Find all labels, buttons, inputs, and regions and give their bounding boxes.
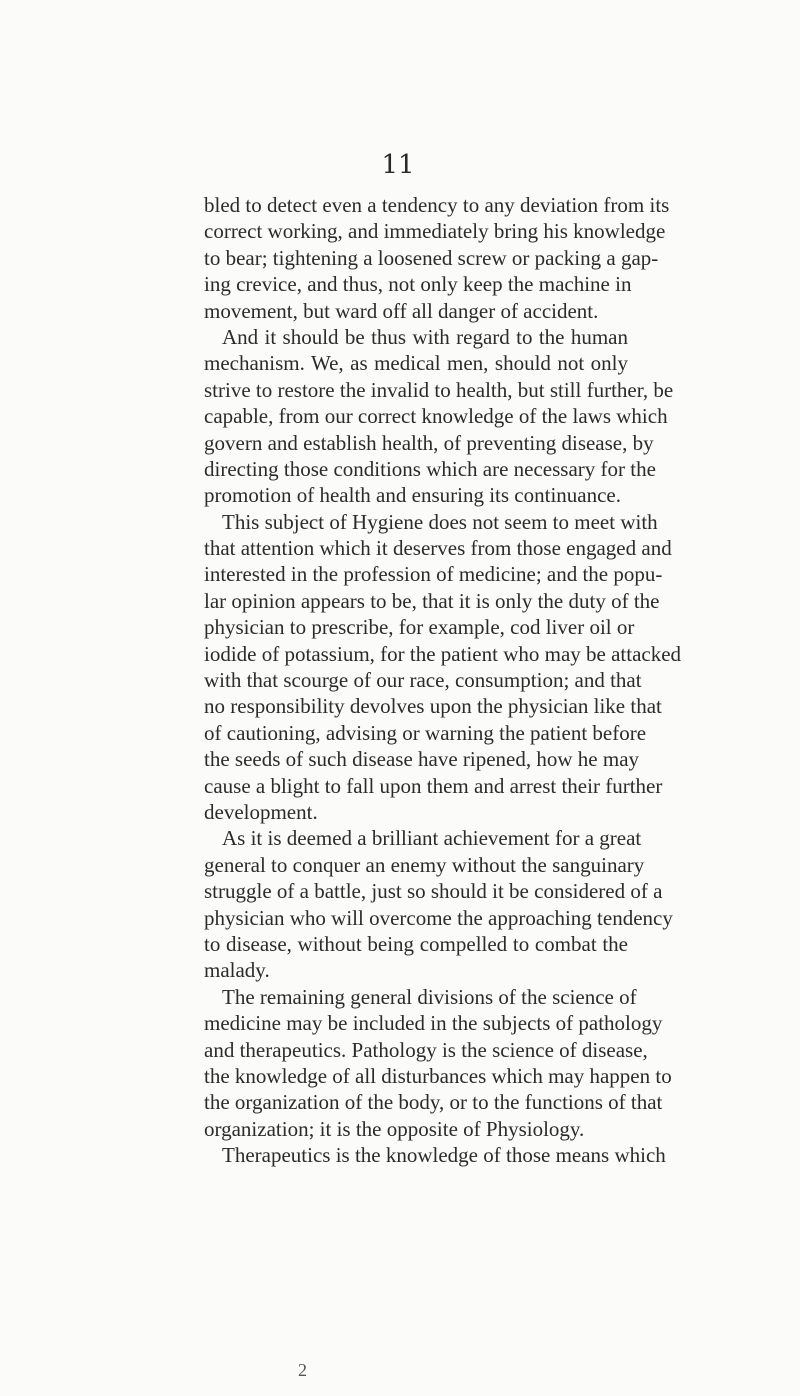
text-line: development. xyxy=(204,799,318,824)
text-line: malady. xyxy=(204,958,270,983)
page-number: 11 xyxy=(381,150,415,180)
text-line: directing those conditions which are necessary for the xyxy=(204,456,656,481)
text-line: mechanism. We, as medical men, should not only xyxy=(204,351,628,376)
text-line: ing crevice, and thus, not only keep the machine in xyxy=(204,272,632,297)
text-line: iodide of potassium, for the patient who may be attacked xyxy=(204,641,682,666)
text-line: and therapeutics. Pathology is the science of disease, xyxy=(204,1037,648,1062)
body-text xyxy=(204,192,682,1168)
text-line: medicine may be included in the subjects of pathology xyxy=(204,1011,663,1036)
text-line: the seeds of such disease have ripened, how he may xyxy=(204,747,640,772)
text-line: physician who will overcome the approaching tendency xyxy=(204,905,673,930)
text-line: This subject of Hygiene does not seem to meet with xyxy=(222,509,658,534)
text-line: general to conquer an enemy without the sanguinary xyxy=(204,852,645,877)
text-line: As it is deemed a brilliant achievement for a great xyxy=(222,826,642,851)
signature-mark: 2 xyxy=(298,1360,307,1380)
text-line: govern and establish health, of preventing disease, by xyxy=(204,430,654,455)
text-line: movement, but ward off all danger of accident. xyxy=(204,298,599,323)
text-line: interested in the profession of medicine; and the popu- xyxy=(204,562,663,587)
text-line: And it should be thus with regard to the human xyxy=(222,324,628,349)
text-line: no responsibility devolves upon the physician like that xyxy=(204,694,662,719)
text-line: strive to restore the invalid to health, but still further, be xyxy=(204,377,674,402)
text-line: promotion of health and ensuring its continuance. xyxy=(204,483,621,508)
text-line: correct working, and immediately bring his knowledge xyxy=(204,219,666,244)
text-line: capable, from our correct knowledge of the laws which xyxy=(204,404,668,429)
text-line: that attention which it deserves from those engaged and xyxy=(204,536,672,561)
text-line: organization; it is the opposite of Physiology. xyxy=(204,1116,585,1141)
text-line: of cautioning, advising or warning the patient before xyxy=(204,720,647,745)
text-line: to disease, without being compelled to combat the xyxy=(204,931,628,956)
text-line: physician to prescribe, for example, cod liver oil or xyxy=(204,615,635,640)
text-line: Therapeutics is the knowledge of those means which xyxy=(222,1143,666,1168)
text-line: cause a blight to fall upon them and arrest their further xyxy=(204,773,663,798)
text-line: The remaining general divisions of the science of xyxy=(222,984,637,1009)
text-line: with that scourge of our race, consumption; and that xyxy=(204,668,642,693)
text-line: the organization of the body, or to the functions of that xyxy=(204,1090,663,1115)
text-line: to bear; tightening a loosened screw or packing a gap- xyxy=(204,245,659,270)
text-line: lar opinion appears to be, that it is only the duty of the xyxy=(204,588,660,613)
text-line: struggle of a battle, just so should it be considered of a xyxy=(204,879,663,904)
text-line: bled to detect even a tendency to any deviation from its xyxy=(204,193,670,217)
text-line: the knowledge of all disturbances which may happen to xyxy=(204,1063,672,1088)
